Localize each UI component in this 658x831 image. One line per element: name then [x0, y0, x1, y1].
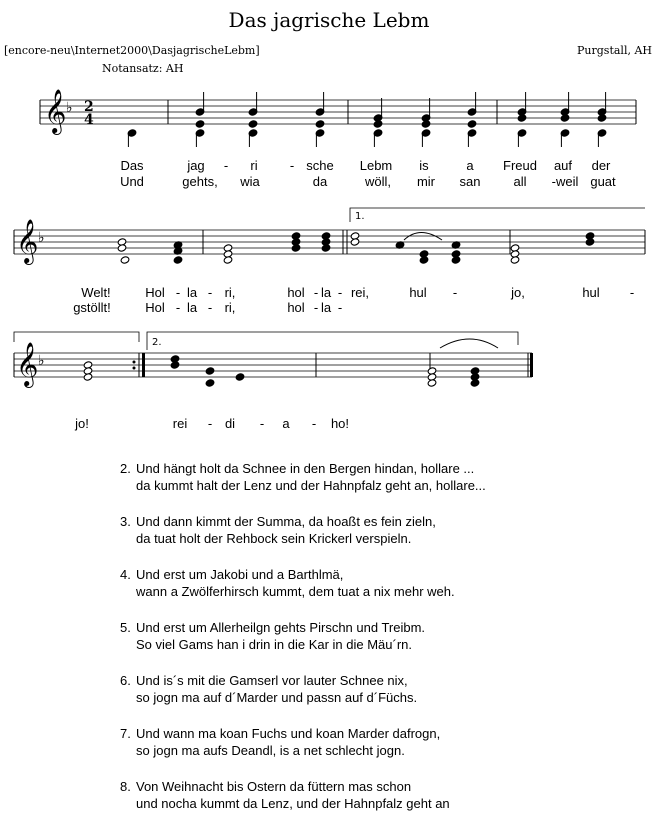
lyric-syllable: -	[259, 416, 265, 431]
note-head	[517, 114, 527, 122]
verse-number: 6.	[120, 673, 131, 688]
volta-bracket	[14, 332, 139, 342]
lyric-syllable: Welt!	[81, 285, 111, 300]
note-head	[117, 244, 127, 252]
lyric-syllable: ri	[250, 158, 258, 173]
volta-bracket	[147, 332, 518, 350]
lyric-syllable: -	[289, 158, 295, 173]
verse-line: So viel Gams han i drin in die Kar in die Mäu´rn.	[136, 637, 413, 652]
verse-line: wann a Zwölferhirsch kummt, dem tuat a nix mehr weh.	[136, 584, 455, 599]
note-head	[585, 238, 595, 246]
verse	[120, 619, 486, 653]
lyric-syllable: ri,	[224, 300, 236, 315]
lyric-syllable: hol	[287, 300, 305, 315]
verse-line: Und erst um Jakobi und a Barthlmä,	[136, 567, 344, 582]
verse-number: 8.	[120, 779, 131, 794]
barline-thick	[530, 353, 533, 377]
note-head	[205, 367, 215, 375]
lyric-syllable: gstöllt!	[73, 300, 111, 315]
note-head	[170, 361, 180, 369]
lyric-syllable: wia	[240, 174, 260, 189]
verse	[120, 566, 486, 600]
lyric-syllable: -	[311, 416, 317, 431]
note-head	[235, 373, 245, 381]
lyric-syllable: mir	[416, 174, 436, 189]
lyric-syllable: -	[313, 300, 319, 315]
repeat-dot	[133, 361, 136, 364]
lyric-syllable: -	[207, 416, 213, 431]
volta-2-label: 2.	[152, 337, 162, 348]
note-head	[451, 256, 461, 264]
lyric-syllable: -	[337, 285, 343, 300]
verse-line: Und hängt holt da Schnee in den Bergen hindan, hollare ...	[136, 461, 475, 476]
note-head	[350, 238, 360, 246]
lyric-syllable: is	[419, 158, 429, 173]
verse-line: und nocha kummt da Lenz, und der Hahnpfalz geht an	[136, 796, 450, 811]
verse-number: 7.	[120, 726, 131, 741]
verse-line: da kummt halt der Lenz und der Hahnpfalz geht an, hollare...	[136, 478, 486, 493]
lyric-syllable: jag	[187, 158, 205, 173]
note-head	[510, 256, 520, 264]
flat-key-signature: ♭	[38, 353, 45, 369]
verse	[120, 672, 486, 706]
lyric-syllable: wöll,	[364, 174, 392, 189]
note-head	[83, 373, 93, 381]
verse	[120, 513, 486, 547]
lyric-syllable: da	[312, 174, 328, 189]
verse-line: so jogn ma aufs Deandl, is a net schlecht jogn.	[136, 743, 405, 758]
note-head	[223, 256, 233, 264]
verse-line: Von Weihnacht bis Ostern da füttern mas schon	[136, 779, 412, 794]
lyric-syllable: la	[186, 300, 198, 315]
note-head	[173, 256, 183, 264]
lyric-syllable: Hol	[145, 285, 165, 300]
note-head	[248, 120, 258, 128]
lyric-syllable: -	[337, 300, 343, 315]
lyric-syllable: Hol	[145, 300, 165, 315]
song-title: Das jagrische Lebm	[228, 8, 430, 32]
verse-line: Und dann kimmt der Summa, da hoaßt es fein zieln,	[136, 514, 436, 529]
verse-number: 4.	[120, 567, 131, 582]
place-author: Purgstall, AH	[577, 44, 652, 57]
note-head	[470, 379, 480, 387]
lyric-syllable: guat	[590, 174, 616, 189]
lyric-syllable: hol	[287, 285, 305, 300]
note-head	[427, 379, 437, 387]
lyric-syllable: ho!	[330, 416, 350, 431]
source-path: [encore-neu\Internet2000\DasjagrischeLebm]	[4, 44, 260, 57]
lyric-syllable: di	[224, 416, 236, 431]
lyric-syllable: -	[207, 285, 213, 300]
lyric-syllable: -	[313, 285, 319, 300]
verse	[120, 725, 486, 759]
note-head	[315, 120, 325, 128]
note-head	[321, 244, 331, 252]
verse-line: Und is´s mit die Gamserl vor lauter Schnee nix,	[136, 673, 408, 688]
lyric-syllable: -	[207, 300, 213, 315]
flat-key-signature: ♭	[38, 230, 45, 246]
volta-1-label: 1.	[355, 211, 365, 222]
note-head	[195, 120, 205, 128]
lyric-syllable: la	[186, 285, 198, 300]
lyric-syllable: sche	[306, 158, 334, 173]
lyric-syllable: -	[223, 158, 229, 173]
note-head	[291, 244, 301, 252]
notensatz-credit: Notansatz: AH	[102, 62, 184, 75]
verse-number: 2.	[120, 461, 131, 476]
lyric-syllable: la	[320, 300, 332, 315]
lyric-syllable: jo!	[75, 416, 89, 431]
note-head	[205, 379, 215, 387]
lyric-syllable: -	[629, 285, 635, 300]
lyric-syllable: la	[320, 285, 332, 300]
lyric-syllable: der	[591, 158, 611, 173]
note-head	[373, 120, 383, 128]
note-head	[120, 256, 130, 264]
lyric-syllable: a	[466, 158, 474, 173]
verse	[120, 460, 486, 494]
note-head	[421, 120, 431, 128]
lyric-syllable: hul	[409, 285, 427, 300]
note-head	[560, 114, 570, 122]
note-head	[597, 114, 607, 122]
lyric-syllable: jo,	[511, 285, 525, 300]
lyric-syllable: rei,	[350, 285, 370, 300]
lyric-syllable: -	[452, 285, 458, 300]
lyric-syllable: Freud	[503, 158, 537, 173]
repeat-dot	[133, 367, 136, 370]
slur	[440, 339, 498, 348]
verse	[120, 778, 486, 812]
lyric-syllable: san	[459, 174, 481, 189]
lyric-syllable: Und	[120, 174, 144, 189]
verse-line: da tuat holt der Rehbock sein Krickerl verspieln.	[136, 531, 412, 546]
lyric-syllable: -	[175, 300, 181, 315]
lyric-syllable: gehts,	[182, 174, 218, 189]
lyric-syllable: all	[513, 174, 527, 189]
lyric-syllable: auf	[553, 158, 573, 173]
note-head	[467, 120, 477, 128]
verse-line: Und erst um Allerheilgn gehts Pirschn und Treibm.	[136, 620, 426, 635]
lyric-syllable: rei	[172, 416, 188, 431]
treble-clef: 𝄞	[16, 219, 39, 263]
verses-block	[120, 460, 486, 831]
note-head	[419, 256, 429, 264]
lyric-syllable: ri,	[224, 285, 236, 300]
barline-thick	[142, 353, 145, 377]
verse-line: Und wann ma koan Fuchs und koan Marder dafrogn,	[136, 726, 441, 741]
treble-clef: 𝄞	[44, 89, 67, 133]
lyric-syllable: -	[175, 285, 181, 300]
lyric-syllable: -weil	[551, 174, 579, 189]
time-signature-bottom: 4	[84, 112, 94, 128]
lyric-syllable: a	[282, 416, 290, 431]
verse-number: 3.	[120, 514, 131, 529]
lyric-syllable: hul	[582, 285, 600, 300]
volta-bracket	[350, 208, 645, 222]
treble-clef: 𝄞	[16, 342, 39, 386]
lyric-syllable: Das	[120, 158, 144, 173]
flat-key-signature: ♭	[66, 100, 73, 116]
verse-number: 5.	[120, 620, 131, 635]
time-signature-top: 2	[84, 99, 94, 115]
verse-line: so jogn ma auf d´Marder und passn auf d´Füchs.	[136, 690, 418, 705]
lyric-syllable: Lebm	[359, 158, 393, 173]
